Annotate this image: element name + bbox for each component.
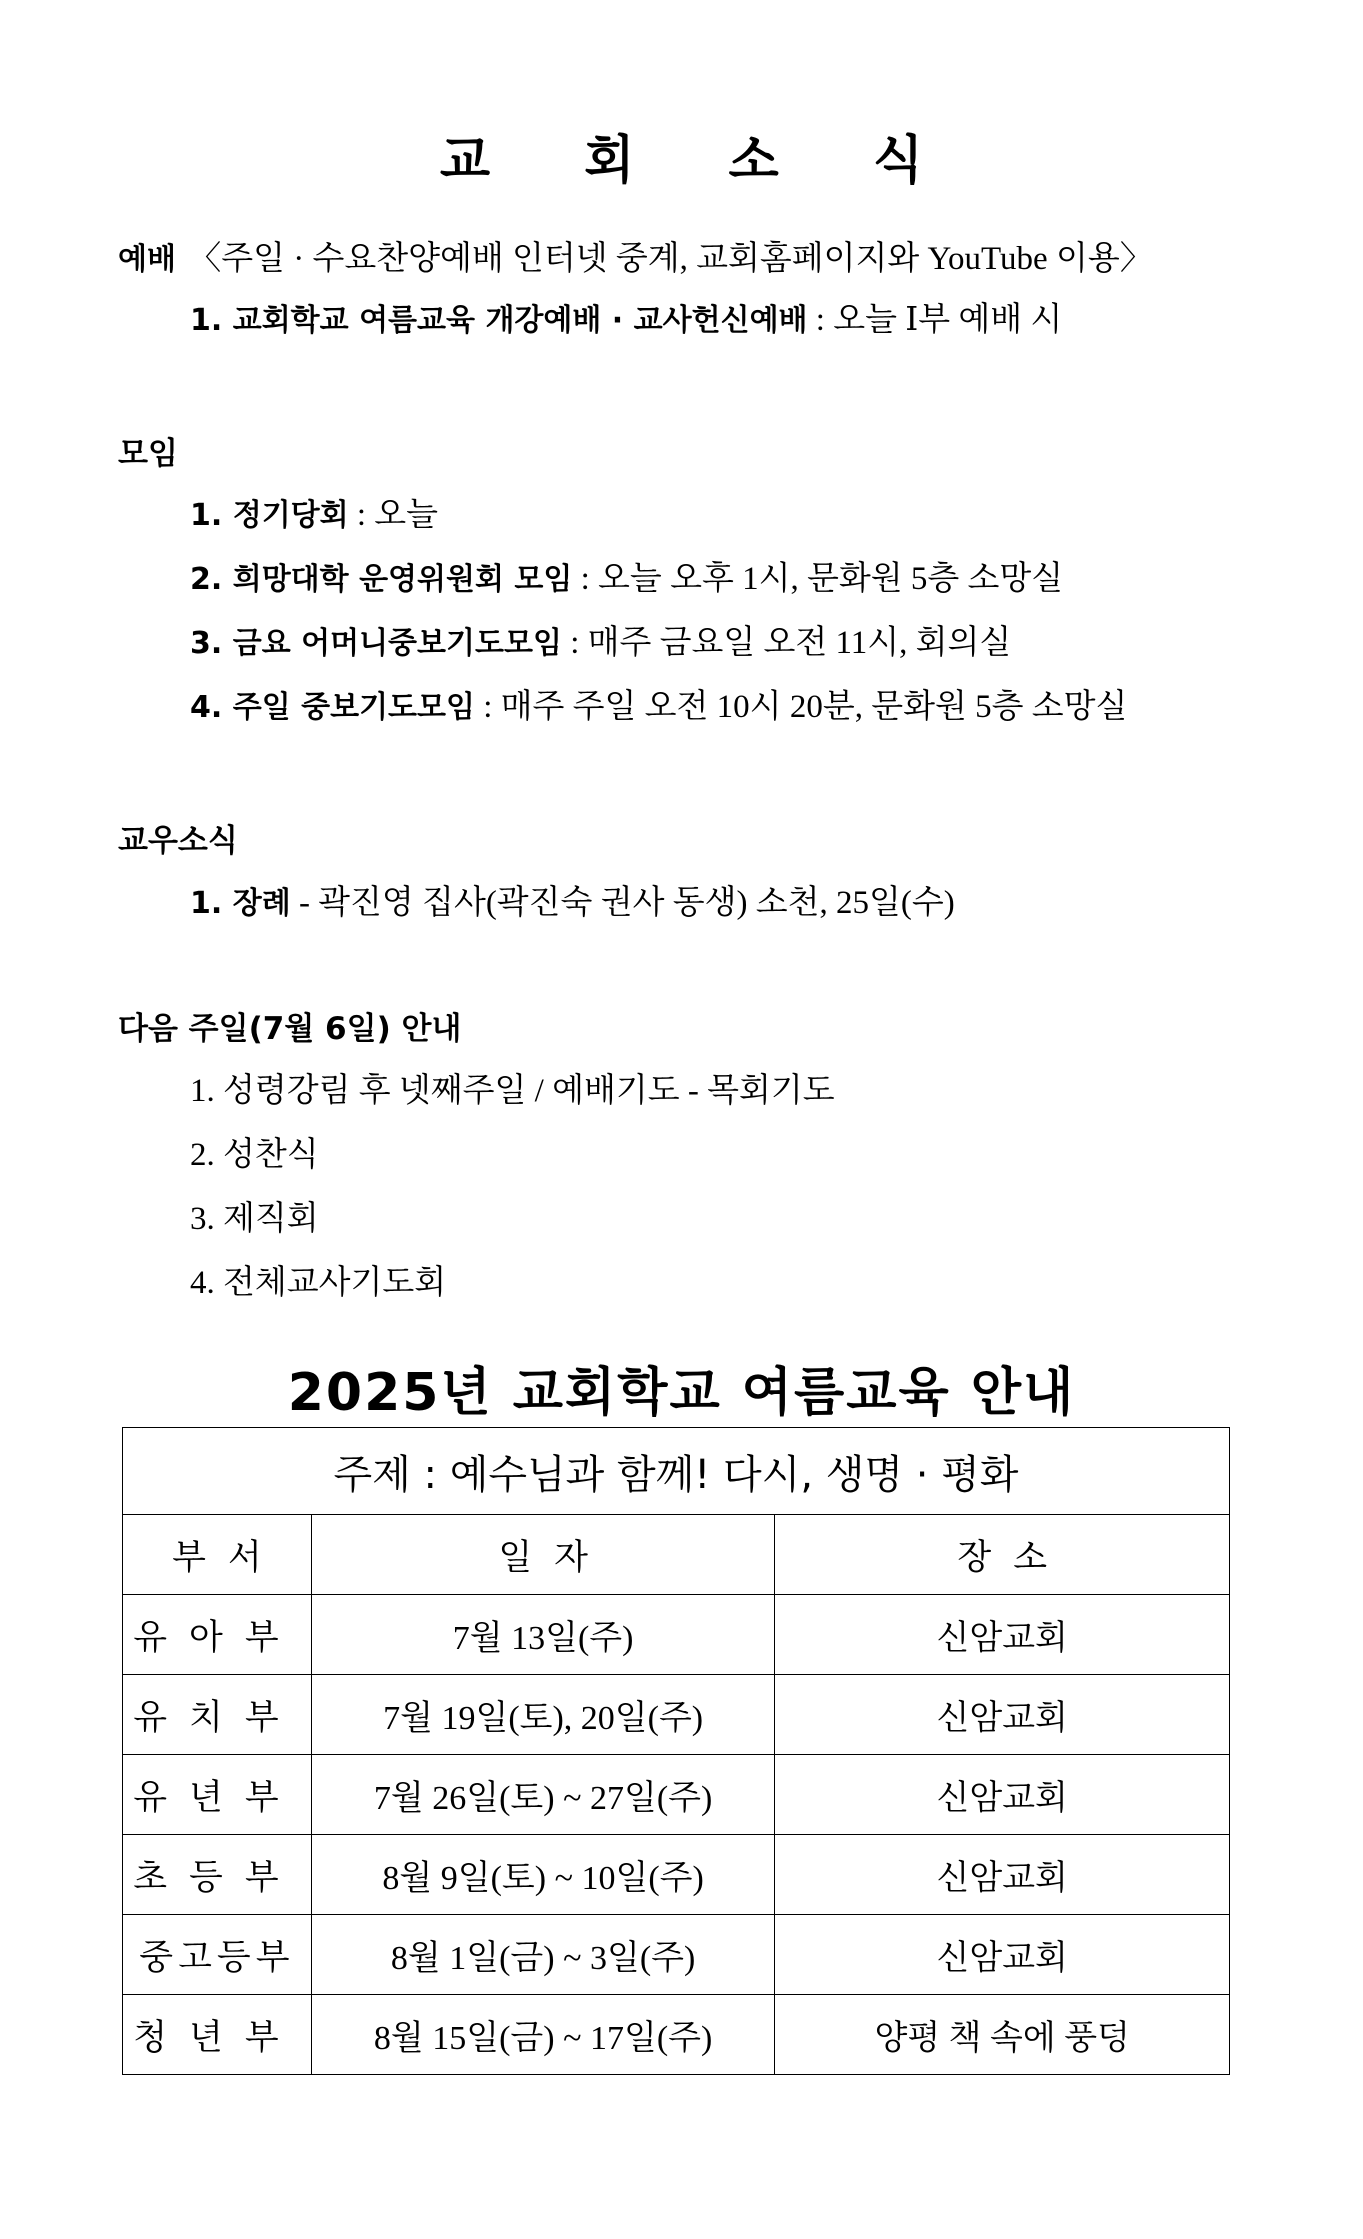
- next-sunday-item-label: 2. 성찬식: [190, 1137, 319, 1173]
- place-cell: 신암교회: [775, 1755, 1230, 1835]
- next-sunday-heading: 다음 주일(7월 6일) 안내: [118, 1011, 462, 1047]
- table-row: [123, 1595, 1230, 1675]
- header-row: [123, 1515, 1230, 1595]
- meeting-item-text: : 오늘 오후 1시, 문화원 5층 소망실: [580, 561, 1064, 597]
- meeting-item-label: 1. 정기당회: [190, 498, 349, 533]
- summer-schedule-table: [122, 1427, 1230, 2075]
- table-row: [123, 1675, 1230, 1755]
- date-cell: 7월 19일(토), 20일(주): [311, 1675, 775, 1755]
- table-row: [123, 1835, 1230, 1915]
- worship-item-label: 1. 교회학교 여름교육 개강예배 · 교사헌신예배: [190, 303, 808, 338]
- worship-heading-line: [118, 232, 1153, 279]
- dept-cell: 중고등부: [123, 1915, 312, 1995]
- place-cell: 신암교회: [775, 1595, 1230, 1675]
- next-sunday-item-label: 1. 성령강림 후 넷째주일 / 예배기도 - 목회기도: [190, 1073, 835, 1109]
- next-sunday-item: [190, 1064, 835, 1111]
- worship-heading: 예배: [118, 242, 176, 277]
- table-row: [123, 1915, 1230, 1995]
- worship-item-text: : 오늘 Ⅰ부 예배 시: [815, 302, 1063, 338]
- date-cell: 7월 26일(토) ~ 27일(주): [311, 1755, 775, 1835]
- meeting-item-text: : 매주 금요일 오전 11시, 회의실: [570, 625, 1012, 661]
- meeting-item-text: : 매주 주일 오전 10시 20분, 문화원 5층 소망실: [483, 689, 1128, 725]
- place-cell: 신암교회: [775, 1915, 1230, 1995]
- header-dept: 부서: [123, 1515, 312, 1595]
- header-place: 장소: [775, 1515, 1230, 1595]
- dept-cell: 유치부: [123, 1675, 312, 1755]
- meeting-item-label: 3. 금요 어머니중보기도모임: [190, 626, 562, 661]
- dept-cell: 청년부: [123, 1995, 312, 2075]
- dept-cell: 초등부: [123, 1835, 312, 1915]
- date-cell: 8월 1일(금) ~ 3일(주): [311, 1915, 775, 1995]
- members-item: [190, 876, 955, 923]
- date-cell: 8월 9일(토) ~ 10일(주): [311, 1835, 775, 1915]
- meeting-item: [190, 616, 1011, 663]
- page-title: 교 회 소 식: [439, 131, 962, 191]
- date-cell: 7월 13일(주): [311, 1595, 775, 1675]
- table-row: [123, 1995, 1230, 2075]
- place-cell: 신암교회: [775, 1675, 1230, 1755]
- next-sunday-item: [190, 1256, 446, 1303]
- meetings-heading: 모임: [118, 436, 178, 472]
- theme-row: [123, 1428, 1230, 1515]
- next-sunday-item-label: 3. 제직회: [190, 1201, 319, 1237]
- meeting-item-label: 2. 희망대학 운영위원회 모임: [190, 562, 573, 597]
- table-row: [123, 1755, 1230, 1835]
- date-cell: 8월 15일(금) ~ 17일(주): [311, 1995, 775, 2075]
- next-sunday-item-label: 4. 전체교사기도회: [190, 1265, 447, 1301]
- meeting-item-label: 4. 주일 중보기도모임: [190, 690, 475, 725]
- next-sunday-item: [190, 1192, 319, 1239]
- dept-cell: 유년부: [123, 1755, 312, 1835]
- theme-cell: 주제 : 예수님과 함께! 다시, 생명 · 평화: [123, 1428, 1230, 1515]
- worship-note: 〈주일 · 수요찬양예배 인터넷 중계, 교회홈페이지와 YouTube 이용〉: [188, 241, 1153, 277]
- members-item-label: 1. 장례: [190, 886, 291, 921]
- members-heading: 교우소식: [118, 823, 238, 859]
- summer-title: 2025년 교회학교 여름교육 안내: [287, 1363, 1076, 1423]
- meeting-item-text: : 오늘: [356, 497, 439, 533]
- place-cell: 신암교회: [775, 1835, 1230, 1915]
- meeting-item: [190, 552, 1063, 599]
- meeting-item: [190, 488, 438, 535]
- header-date: 일자: [311, 1515, 775, 1595]
- place-cell: 양평 책 속에 풍덩: [775, 1995, 1230, 2075]
- members-item-text: - 곽진영 집사(곽진숙 권사 동생) 소천, 25일(수): [298, 885, 955, 921]
- dept-cell: 유아부: [123, 1595, 312, 1675]
- next-sunday-item: [190, 1128, 319, 1175]
- worship-item: [190, 293, 1062, 340]
- meeting-item: [190, 680, 1127, 727]
